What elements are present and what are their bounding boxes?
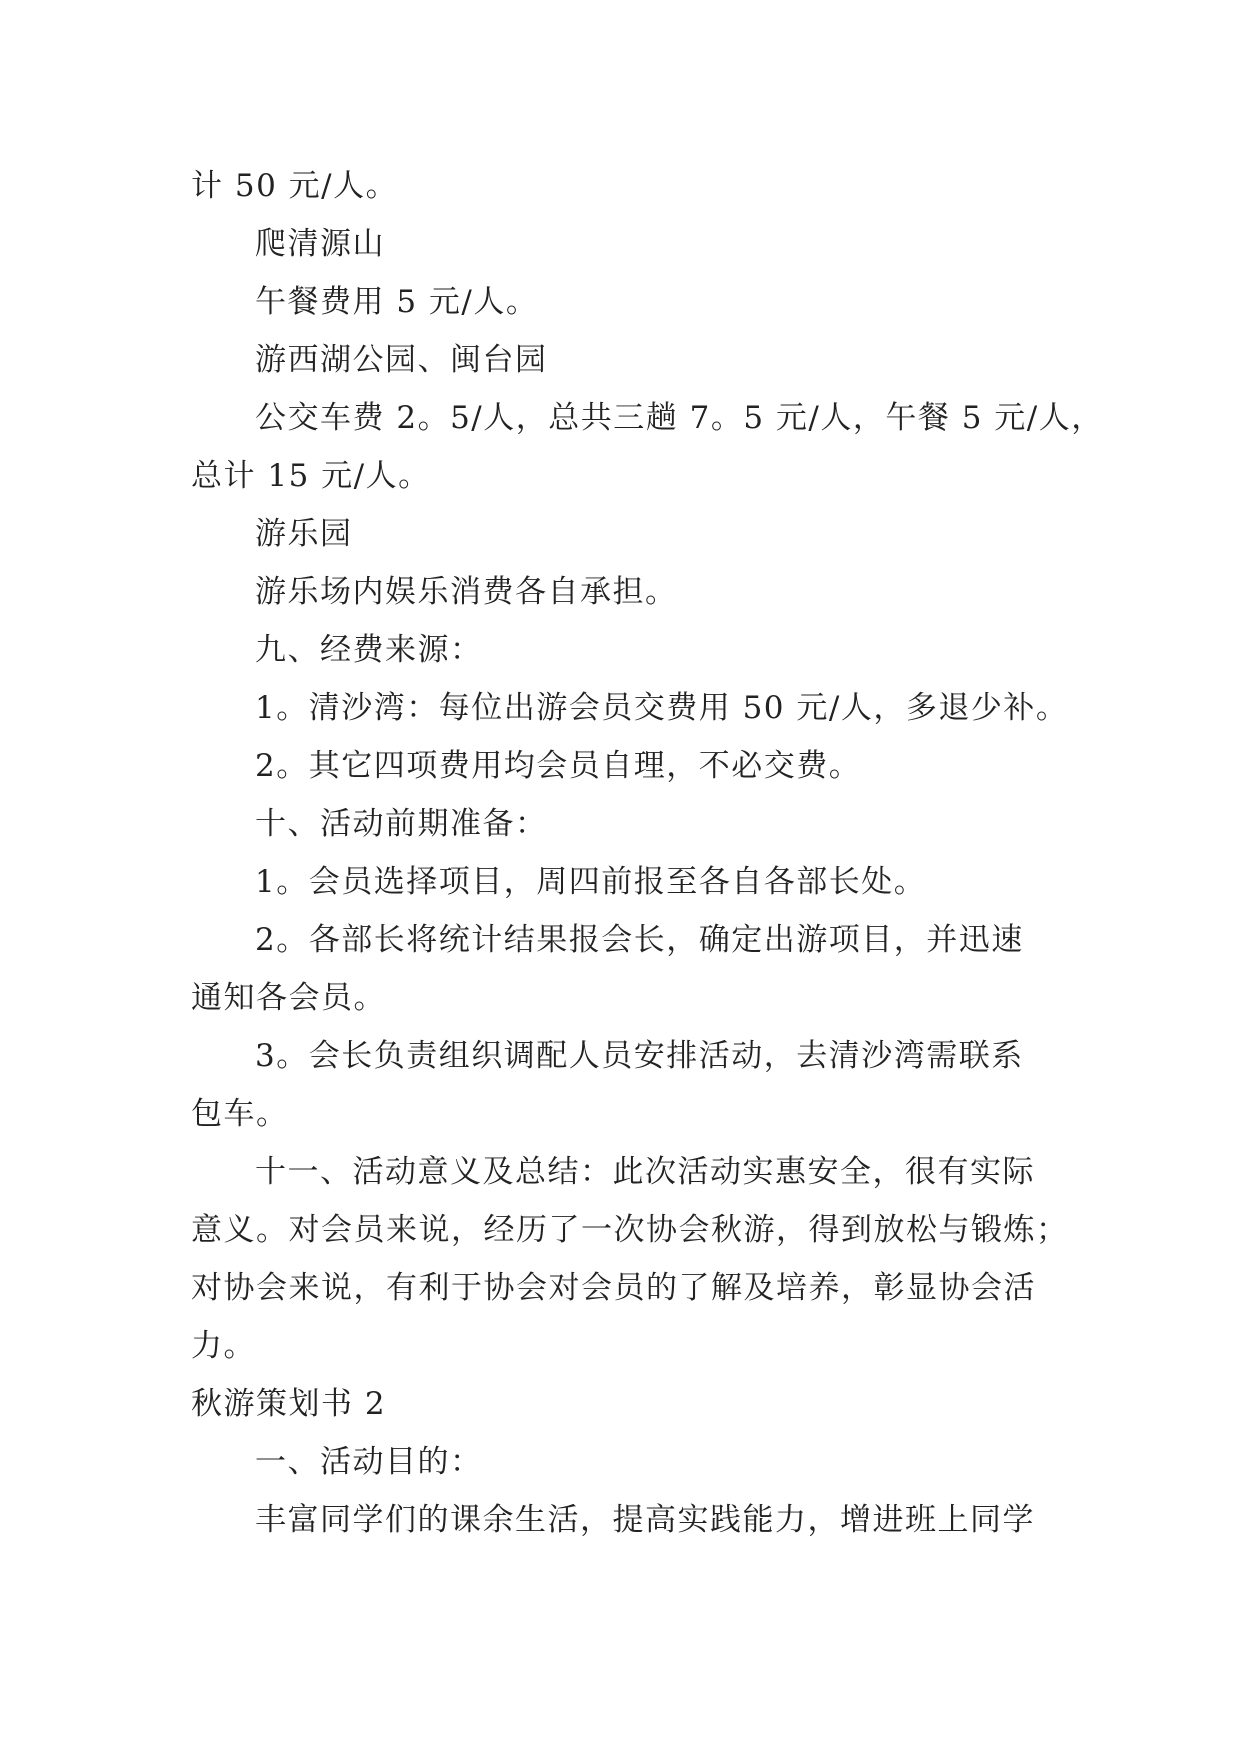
document-title: 秋游策划书 2 bbox=[191, 1386, 387, 1422]
text-line: 爬清源山 bbox=[255, 226, 385, 262]
text-line: 公交车费 2。5/人，总共三趟 7。5 元/人，午餐 5 元/人， bbox=[255, 400, 1104, 436]
text-line: 总计 15 元/人。 bbox=[191, 458, 431, 494]
text-line: 2。其它四项费用均会员自理，不必交费。 bbox=[255, 748, 862, 784]
section-heading: 十、活动前期准备： bbox=[255, 806, 548, 842]
text-line: 游西湖公园、闽台园 bbox=[255, 342, 548, 378]
text-line: 游乐园 bbox=[255, 516, 353, 552]
text-line: 丰富同学们的课余生活，提高实践能力，增进班上同学 bbox=[255, 1502, 1035, 1538]
text-line: 计 50 元/人。 bbox=[191, 168, 399, 204]
text-line: 游乐场内娱乐消费各自承担。 bbox=[255, 574, 678, 610]
text-line: 对协会来说，有利于协会对会员的了解及培养，彰显协会活 bbox=[191, 1270, 1036, 1306]
text-line: 力。 bbox=[191, 1328, 256, 1364]
section-heading: 九、经费来源： bbox=[255, 632, 483, 668]
text-line: 1。清沙湾：每位出游会员交费用 50 元/人，多退少补。 bbox=[255, 690, 1069, 726]
text-line: 1。会员选择项目，周四前报至各自各部长处。 bbox=[255, 864, 927, 900]
text-line: 通知各会员。 bbox=[191, 980, 386, 1016]
text-line: 午餐费用 5 元/人。 bbox=[255, 284, 539, 320]
section-heading: 一、活动目的： bbox=[255, 1444, 483, 1480]
text-line: 包车。 bbox=[191, 1096, 289, 1132]
text-line: 3。会长负责组织调配人员安排活动，去清沙湾需联系 bbox=[255, 1038, 1024, 1074]
text-line: 十一、活动意义及总结：此次活动实惠安全，很有实际 bbox=[255, 1154, 1035, 1190]
text-line: 意义。对会员来说，经历了一次协会秋游，得到放松与锻炼； bbox=[191, 1212, 1069, 1248]
text-line: 2。各部长将统计结果报会长，确定出游项目，并迅速 bbox=[255, 922, 1024, 958]
